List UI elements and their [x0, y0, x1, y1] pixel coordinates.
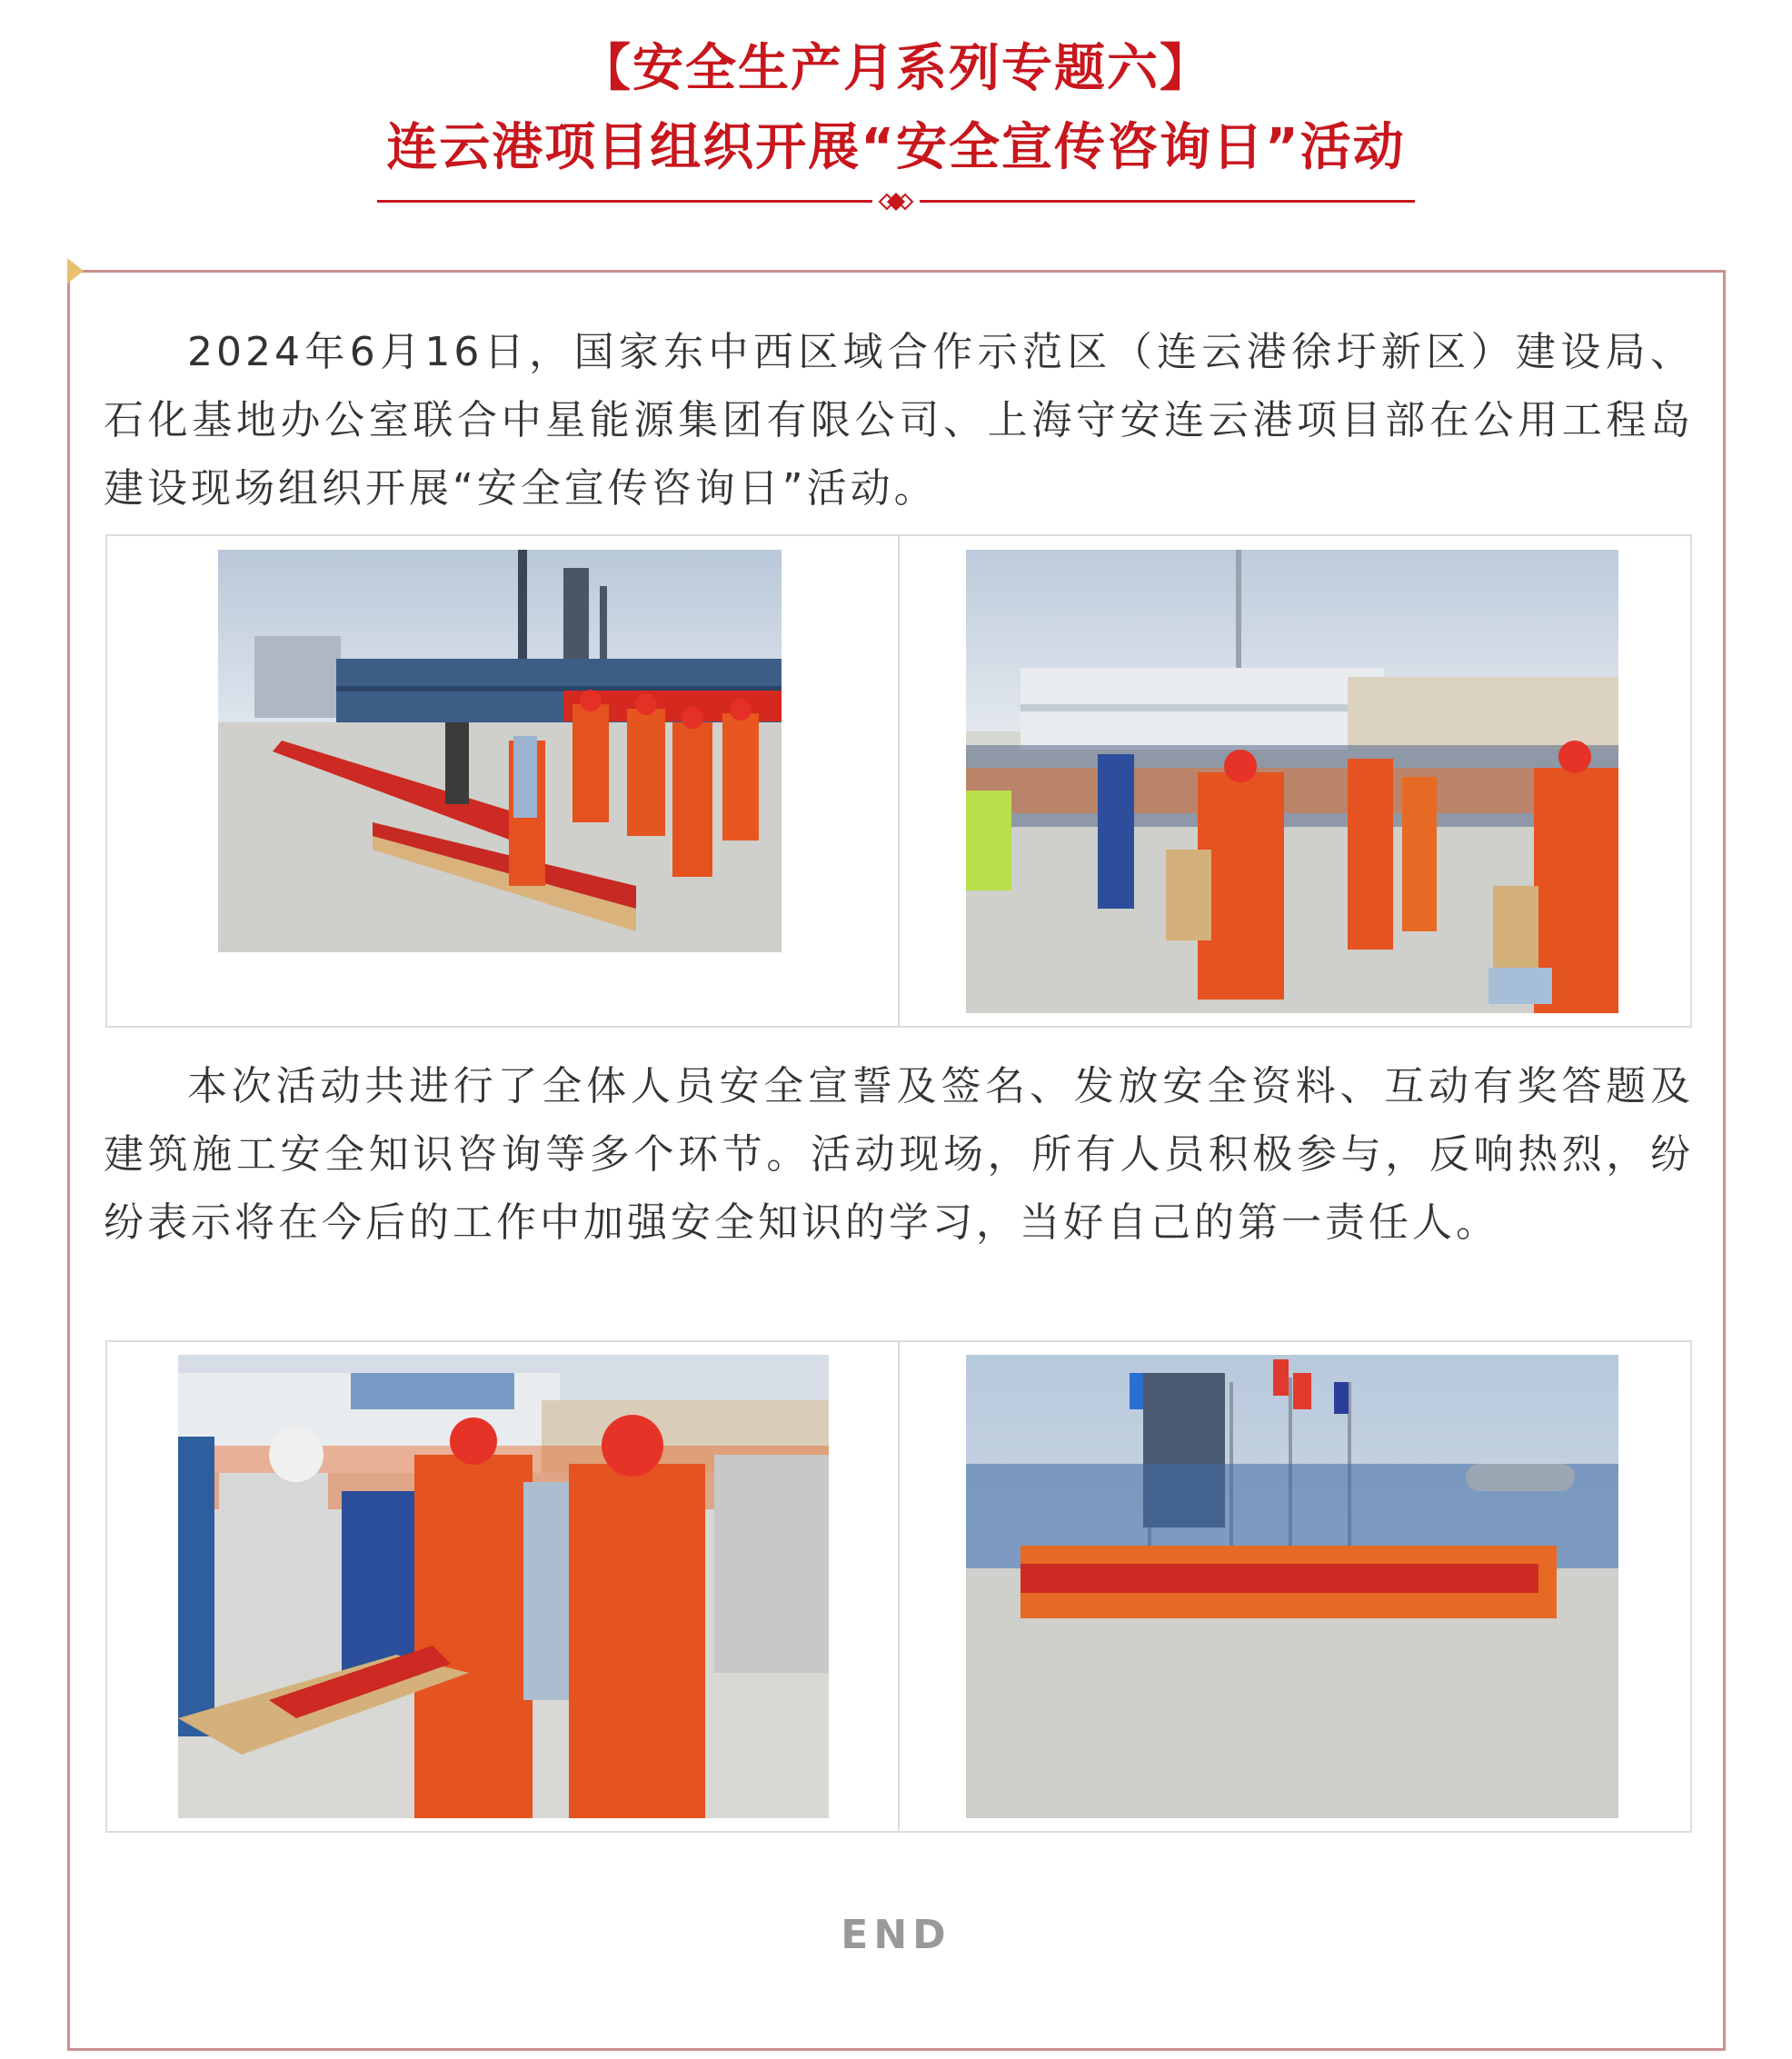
title-divider-left: [377, 200, 872, 203]
photo-group-banner: [966, 1355, 1618, 1818]
photo-grid-1: [105, 534, 1692, 1028]
photo-workers-assembly: [966, 550, 1618, 1013]
photo-safety-consultation: [178, 1355, 829, 1818]
photo-grid-divider: [898, 536, 900, 1026]
photo-grid-divider: [898, 1342, 900, 1831]
photo-grid-2: [105, 1340, 1692, 1833]
article-title-main: 连云港项目组织开展“安全宣传咨询日”活动: [386, 118, 1406, 177]
corner-accent-icon: [67, 258, 84, 283]
article-title-series: 【安全生产月系列专题六】: [580, 39, 1212, 98]
article-paragraph-2: 本次活动共进行了全体人员安全宣誓及签名、发放安全资料、互动有奖答题及建筑施工安全知识咨询等多个环节。活动现场，所有人员积极参与，反响热烈，纷纷表示将在今后的工作中加强安全知识的学习，当好自己的第一责任人。: [104, 1063, 1694, 1246]
title-divider-right: [920, 200, 1415, 203]
photo-signing-tables: [218, 550, 782, 952]
article-paragraph-1: 2024年6月16日，国家东中西区域合作示范区（连云港徐圩新区）建设局、石化基地办公室联合中星能源集团有限公司、上海守安连云港项目部在公用工程岛建设现场组织开展“安全宣传咨询日”活动。: [104, 329, 1694, 512]
article-end-label: END: [841, 1912, 951, 1958]
diamond-ornament-icon: [872, 188, 920, 215]
